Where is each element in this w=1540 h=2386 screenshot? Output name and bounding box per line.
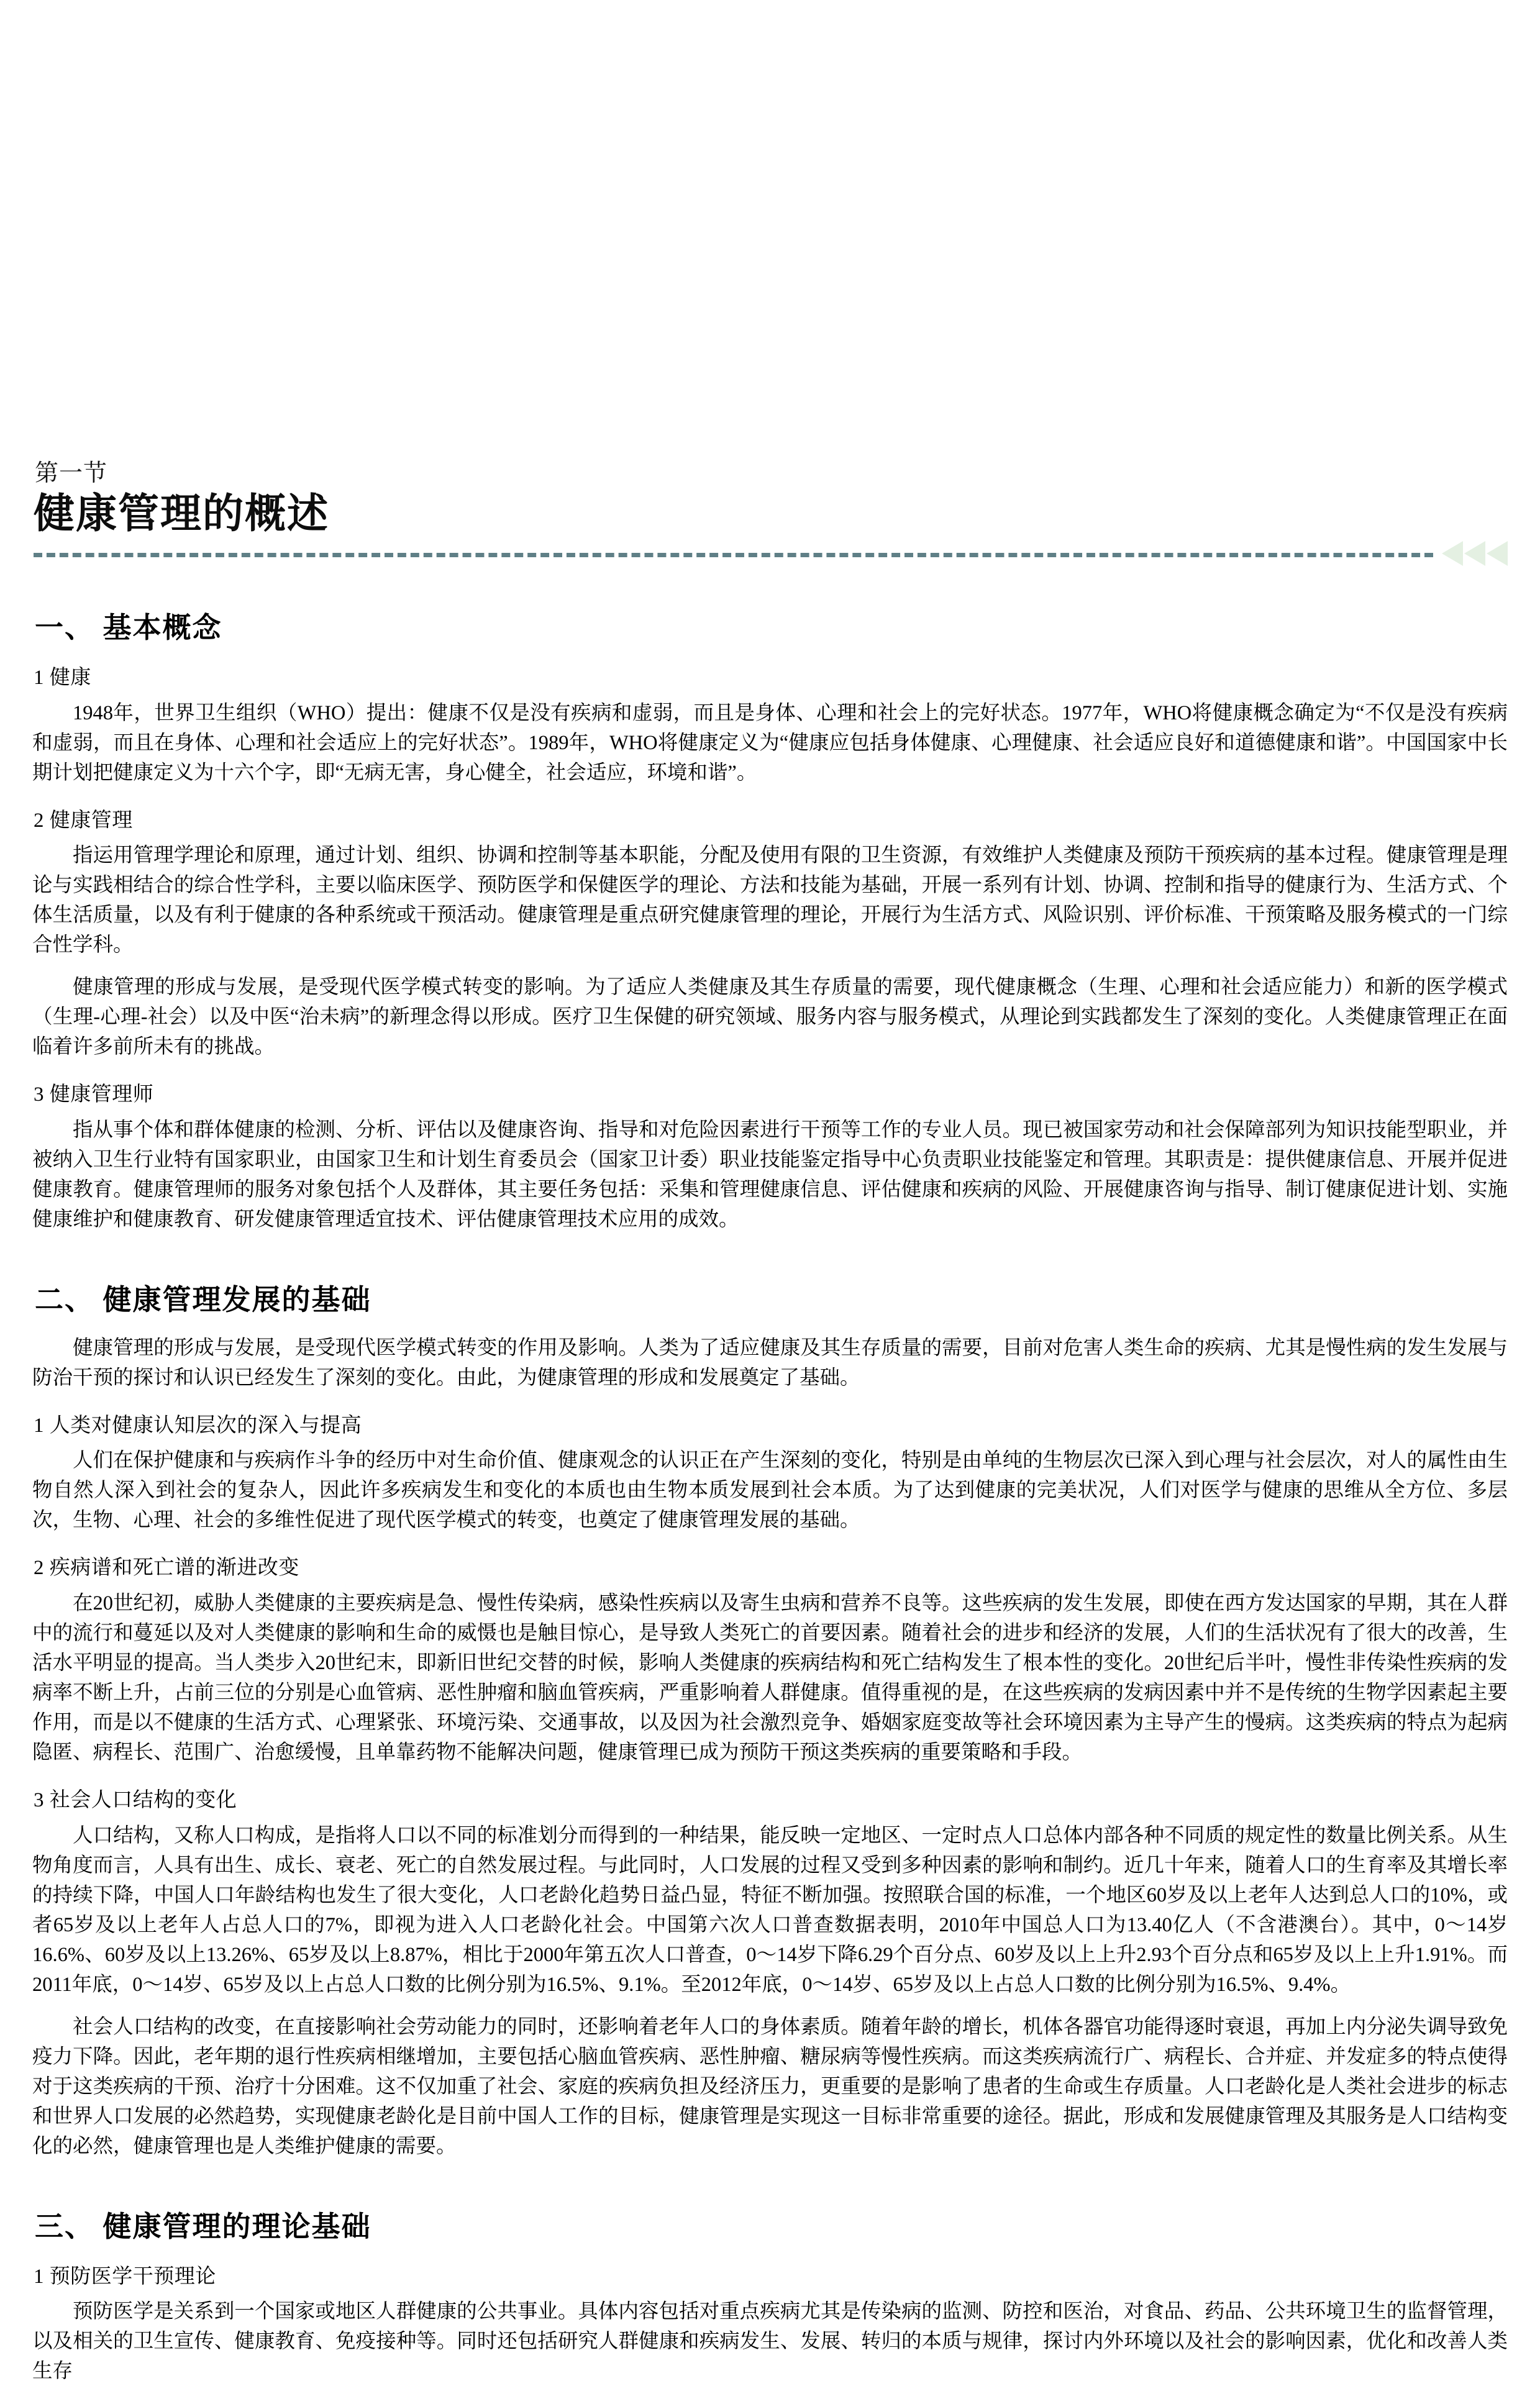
paragraph: 健康管理的形成与发展，是受现代医学模式转变的影响。为了适应人类健康及其生存质量的需要，现代健康概念（生理、心理和社会适应能力）和新的医学模式（生理-心理-社会）以及中医“治未病”的新理念得以形成。医疗卫生保健的研究领域、服务内容与服务模式，从理论到实践都发生了深刻的变化。人类健康管理正在面临着许多前所未有的挑战。 [32, 976, 1508, 1059]
header-divider [32, 546, 1508, 562]
subsection-heading-1-3: 3 健康管理师 [34, 1083, 154, 1106]
subsection-heading-2-2: 2 疾病谱和死亡谱的渐进改变 [34, 1557, 299, 1580]
triangle-left-icon [1464, 541, 1485, 566]
paragraph: 1948年，世界卫生组织（WHO）提出：健康不仅是没有疾病和虚弱，而且是身体、心理和社会上的完好状态。1977年，WHO将健康概念确定为“不仅是没有疾病和虚弱，而且在身体、心理和社会适应上的完好状态”。1989年，WHO将健康定义为“健康应包括身体健康、心理健康、社会适应良好和道德健康和谐”。中国国家中长期计划把健康定义为十六个字，即“无病无害，身心健全，社会适应，环境和谐”。 [32, 701, 1508, 784]
subsection-heading-1-1: 1 健康 [34, 666, 91, 689]
paragraph: 指从事个体和群体健康的检测、分析、评估以及健康咨询、指导和对危险因素进行干预等工作的专业人员。现已被国家劳动和社会保障部列为知识技能型职业，并被纳入卫生行业特有国家职业，由国家卫生和计划生育委员会（国家卫计委）职业技能鉴定指导中心负责职业技能鉴定和管理。其职责是：提供健康信息、开展并促进健康教育。健康管理师的服务对象包括个人及群体，其主要任务包括：采集和管理健康信息、评估健康和疾病的风险、开展健康咨询与指导、制订健康促进计划、实施健康维护和健康教育、研发健康管理适宜技术、评估健康管理技术应用的成效。 [32, 1118, 1508, 1231]
section-kicker: 第一节 [35, 460, 108, 486]
paragraph: 预防医学是关系到一个国家或地区人群健康的公共事业。具体内容包括对重点疾病尤其是传染病的监测、防控和医治，对食品、药品、公共环境卫生的监督管理，以及相关的卫生宣传、健康教育、免疫接种等。同时还包括研究人群健康和疾病发生、发展、转归的本质与规律，探讨内外环境以及社会的影响因素，优化和改善人类生存 [32, 2300, 1508, 2383]
triangle-left-icon [1442, 541, 1463, 566]
paragraph: 人口结构，又称人口构成，是指将人口以不同的标准划分而得到的一种结果，能反映一定地区、一定时点人口总体内部各种不同质的规定性的数量比例关系。从生物角度而言，人具有出生、成长、衰老、死亡的自然发展过程。与此同时，人口发展的过程又受到多种因素的影响和制约。近几十年来，随着人口的生育率及其增长率的持续下降，中国人口年龄结构也发生了很大变化，人口老龄化趋势日益凸显，特征不断加强。按照联合国的标准，一个地区60岁及以上老年人达到总人口的10%，或者65岁及以上老年人占总人口的7%，即视为进入人口老龄化社会。中国第六次人口普查数据表明，2010年中国总人口为13.40亿人（不含港澳台）。其中，0～14岁16.6%、60岁及以上13.26%、65岁及以上8.87%，相比于2000年第五次人口普查，0～14岁下降6.29个百分点、60岁及以上上升2.93个百分点和65岁及以上上升1.91%。而2011年底，0～14岁、65岁及以上占总人口数的比例分别为16.5%、9.1%。至2012年底，0～14岁、65岁及以上占总人口数的比例分别为16.5%、9.4%。 [32, 1824, 1508, 1996]
subsection-heading-2-3: 3 社会人口结构的变化 [34, 1789, 237, 1812]
subsection-heading-1-2: 2 健康管理 [34, 809, 133, 832]
section-heading-2: 二、 健康管理发展的基础 [35, 1283, 371, 1316]
triangle-left-icon [1487, 541, 1508, 566]
paragraph: 在20世纪初，威胁人类健康的主要疾病是急、慢性传染病，感染性疾病以及寄生虫病和营养不良等。这些疾病的发生发展，即使在西方发达国家的早期，其在人群中的流行和蔓延以及对人类健康的影响和生命的威慑也是触目惊心，是导致人类死亡的首要因素。随着社会的进步和经济的发展，人们的生活状况有了很大的改善，生活水平明显的提高。当人类步入20世纪末，即新旧世纪交替的时候，影响人类健康的疾病结构和死亡结构发生了根本性的变化。20世纪后半叶，慢性非传染性疾病的发病率不断上升，占前三位的分别是心血管病、恶性肿瘤和脑血管疾病，严重影响着人群健康。值得重视的是，在这些疾病的发病因素中并不是传统的生物学因素起主要作用，而是以不健康的生活方式、心理紧张、环境污染、交通事故，以及因为社会激烈竞争、婚姻家庭变故等社会环境因素为主导产生的慢病。这类疾病的特点为起病隐匿、病程长、范围广、治愈缓慢，且单靠药物不能解决问题，健康管理已成为预防干预这类疾病的重要策略和手段。 [32, 1592, 1508, 1764]
chapter-header [32, 460, 1508, 562]
dashed-rule [34, 553, 1433, 557]
paragraph: 指运用管理学理论和原理，通过计划、组织、协调和控制等基本职能，分配及使用有限的卫生资源，有效维护人类健康及预防干预疾病的基本过程。健康管理是理论与实践相结合的综合性学科，主要以临床医学、预防医学和保健医学的理论、方法和技能为基础，开展一系列有计划、协调、控制和指导的健康行为、生活方式、个体生活质量，以及有利于健康的各种系统或干预活动。健康管理是重点研究健康管理的理论，开展行为生活方式、风险识别、评价标准、干预策略及服务模式的一门综合性学科。 [32, 844, 1508, 957]
subsection-heading-3-1: 1 预防医学干预理论 [34, 2265, 216, 2288]
triangle-left-icon-group [1442, 541, 1508, 566]
section-heading-1: 一、 基本概念 [35, 611, 222, 644]
paragraph: 社会人口结构的改变，在直接影响社会劳动能力的同时，还影响着老年人口的身体素质。随着年龄的增长，机体各器官功能得逐时衰退，再加上内分泌失调导致免疫力下降。因此，老年期的退行性疾病相继增加，主要包括心脑血管疾病、恶性肿瘤、糖尿病等慢性疾病。而这类疾病流行广、病程长、合并症、并发症多的特点使得对于这类疾病的干预、治疗十分困难。这不仅加重了社会、家庭的疾病负担及经济压力，更重要的是影响了患者的生命或生存质量。人口老龄化是人类社会进步的标志和世界人口发展的必然趋势，实现健康老龄化是目前中国人工作的目标，健康管理是实现这一目标非常重要的途径。据此，形成和发展健康管理及其服务是人口结构变化的必然，健康管理也是人类维护健康的需要。 [32, 2015, 1508, 2157]
subsection-heading-2-1: 1 人类对健康认知层次的深入与提高 [34, 1414, 362, 1437]
section-heading-3: 三、 健康管理的理论基础 [35, 2210, 371, 2243]
section-intro-paragraph: 健康管理的形成与发展，是受现代医学模式转变的作用及影响。人类为了适应健康及其生存质量的需要，目前对危害人类生命的疾病、尤其是慢性病的发生发展与防治干预的探讨和认识已经发生了深刻的变化。由此，为健康管理的形成和发展奠定了基础。 [32, 1336, 1508, 1389]
page-title: 健康管理的概述 [34, 491, 329, 537]
paragraph: 人们在保护健康和与疾病作斗争的经历中对生命价值、健康观念的认识正在产生深刻的变化，特别是由单纯的生物层次已深入到心理与社会层次，对人的属性由生物自然人深入到社会的复杂人，因此许多疾病发生和变化的本质也由生物本质发展到社会本质。为了达到健康的完美状况，人们对医学与健康的思维从全方位、多层次，生物、心理、社会的多维性促进了现代医学模式的转变，也奠定了健康管理发展的基础。 [32, 1449, 1508, 1532]
